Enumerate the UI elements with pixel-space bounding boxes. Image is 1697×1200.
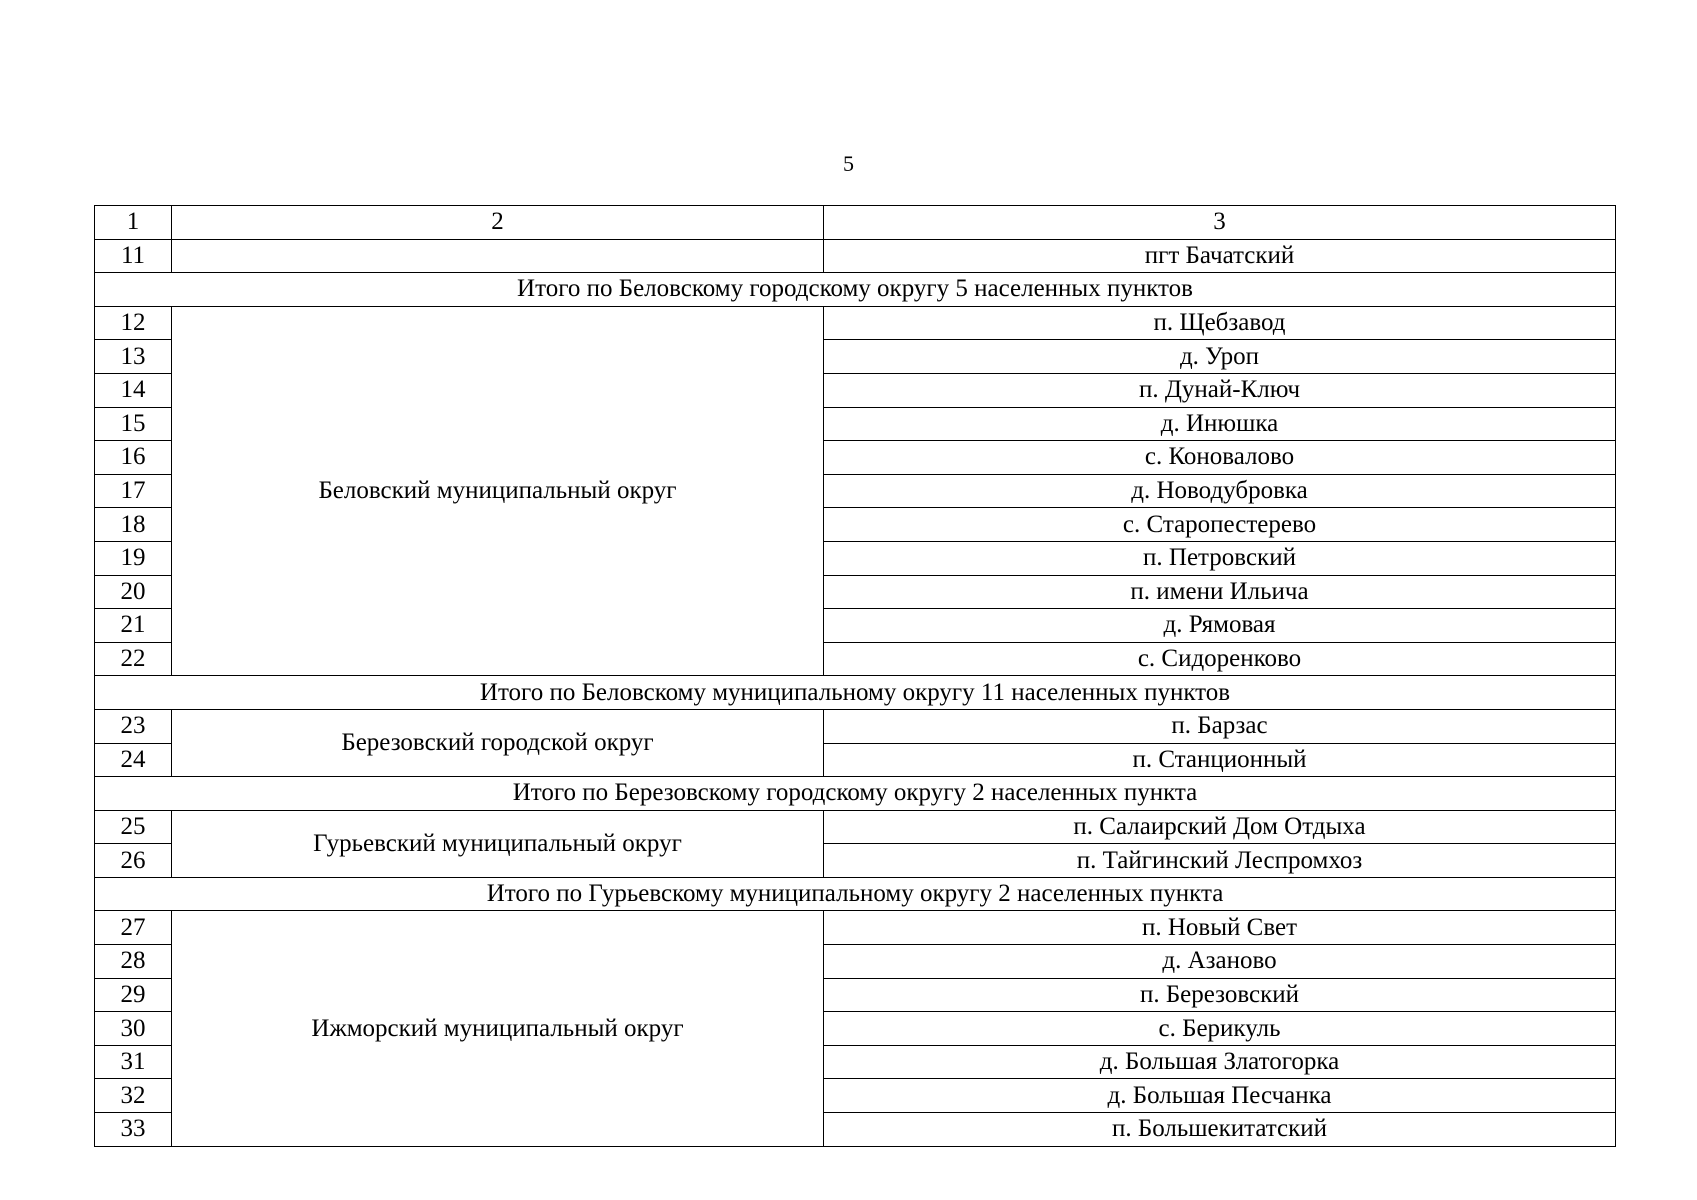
total-cell: Итого по Гурьевскому муниципальному округу 2 населенных пункта [95, 877, 1616, 911]
row-number: 14 [95, 373, 172, 407]
settlement-cell: д. Большая Златогорка [824, 1045, 1616, 1079]
total-row [95, 877, 1616, 911]
header-cell: 2 [172, 206, 824, 240]
row-number: 12 [95, 306, 172, 340]
row-number: 22 [95, 642, 172, 676]
row-number: 21 [95, 609, 172, 643]
row-number: 16 [95, 441, 172, 475]
settlement-cell: п. Барзас [824, 709, 1616, 743]
district-cell: Гурьевский муниципальный округ [172, 810, 824, 877]
row-number: 26 [95, 844, 172, 878]
settlement-cell: д. Рямовая [824, 609, 1616, 643]
settlement-cell: с. Коновалово [824, 441, 1616, 475]
settlement-cell: с. Старопестерево [824, 508, 1616, 542]
row-number: 27 [95, 911, 172, 945]
row-number: 32 [95, 1079, 172, 1113]
settlement-cell: с. Берикуль [824, 1012, 1616, 1046]
row-number: 18 [95, 508, 172, 542]
row-number: 19 [95, 541, 172, 575]
row-number: 23 [95, 709, 172, 743]
table-row [95, 709, 1616, 743]
settlement-cell: с. Сидоренково [824, 642, 1616, 676]
total-row [95, 676, 1616, 710]
row-number: 24 [95, 743, 172, 777]
settlement-cell: п. Дунай-Ключ [824, 373, 1616, 407]
row-number: 13 [95, 340, 172, 374]
district-cell: Беловский муниципальный округ [172, 306, 824, 676]
settlement-cell: п. Станционный [824, 743, 1616, 777]
header-cell: 1 [95, 206, 172, 240]
row-number: 25 [95, 810, 172, 844]
total-cell: Итого по Березовскому городскому округу 2 населенных пункта [95, 777, 1616, 811]
settlement-cell: п. Новый Свет [824, 911, 1616, 945]
settlement-cell: д. Инюшка [824, 407, 1616, 441]
header-cell: 3 [824, 206, 1616, 240]
row-number: 33 [95, 1113, 172, 1147]
row-number: 31 [95, 1045, 172, 1079]
district-cell: Ижморский муниципальный округ [172, 911, 824, 1146]
district-cell [172, 239, 824, 273]
settlement-cell: п. имени Ильича [824, 575, 1616, 609]
page-number: 5 [843, 151, 854, 176]
settlement-cell: пгт Бачатский [824, 239, 1616, 273]
settlement-cell: д. Уроп [824, 340, 1616, 374]
total-cell: Итого по Беловскому городскому округу 5 населенных пунктов [95, 273, 1616, 307]
settlements-table [94, 205, 1616, 1147]
settlement-cell: п. Тайгинский Леспромхоз [824, 844, 1616, 878]
settlement-cell: п. Салаирский Дом Отдыха [824, 810, 1616, 844]
total-row [95, 777, 1616, 811]
row-number: 17 [95, 474, 172, 508]
row-number: 28 [95, 945, 172, 979]
table-row [95, 810, 1616, 844]
table-row [95, 911, 1616, 945]
table-header-row [95, 206, 1616, 240]
settlement-cell: п. Большекитатский [824, 1113, 1616, 1147]
total-row [95, 273, 1616, 307]
row-number: 11 [95, 239, 172, 273]
settlement-cell: п. Щебзавод [824, 306, 1616, 340]
row-number: 29 [95, 978, 172, 1012]
total-cell: Итого по Беловскому муниципальному округу 11 населенных пунктов [95, 676, 1616, 710]
table-row [95, 239, 1616, 273]
settlement-cell: п. Березовский [824, 978, 1616, 1012]
district-cell: Березовский городской округ [172, 709, 824, 776]
table-row [95, 306, 1616, 340]
settlement-cell: п. Петровский [824, 541, 1616, 575]
settlement-cell: д. Большая Песчанка [824, 1079, 1616, 1113]
row-number: 30 [95, 1012, 172, 1046]
row-number: 20 [95, 575, 172, 609]
settlement-cell: д. Новодубровка [824, 474, 1616, 508]
settlement-cell: д. Азаново [824, 945, 1616, 979]
row-number: 15 [95, 407, 172, 441]
